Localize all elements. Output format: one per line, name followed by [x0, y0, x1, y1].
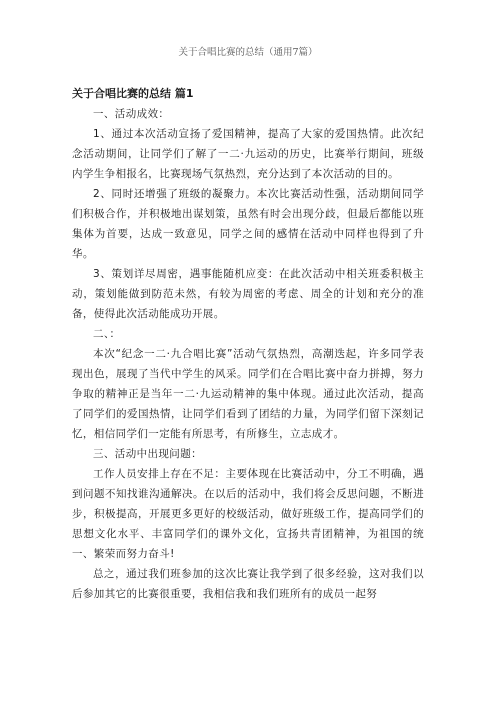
- paragraph-heading-two: 二、：: [93, 328, 121, 340]
- document-body: [72, 84, 424, 604]
- paragraph-heading-problems: 三、活动中出现问题：: [93, 448, 202, 460]
- document-title: 关于合唱比赛的总结（通用7篇）: [178, 47, 318, 58]
- paragraph-conclusion: 总之，通过我们班参加的这次比赛让我学到了很多经验，这对我们以后参加其它的比赛很重要，我相信我和我们班所有的成员一起努: [72, 568, 424, 600]
- paragraph-problems: 工作人员安排上存在不足：主要体现在比赛活动中，分工不明确，遇到问题不知找谁沟通解决。在以后的活动中，我们将会反思问题，不断进步，积极提高，开展更多更好的校级活动，做好班级工作，提高同学们的思想文化水平、丰富同学们的课外文化，宣扬共青团精神，为祖国的统一、繁荣而努力奋斗!: [72, 468, 424, 560]
- paragraph-summary: 本次“纪念一二·九合唱比赛”活动气氛热烈，高潮迭起，许多同学表现出色，展现了当代中学生的风采。同学们在合唱比赛中奋力拼搏，努力争取的精神正是当年一二·九运动精神的集中体现。通过此次活动，提高了同学们的爱国热情，让同学们看到了团结的力量，为同学们留下深刻记忆，相信同学们一定能有所思考，有所修生，立志成才。: [72, 348, 424, 440]
- paragraph-outcome-2: 2、同时还增强了班级的凝聚力。本次比赛活动性强，活动期间同学们积极合作，并积极地出谋划策，虽然有时会出现分歧，但最后都能以班集体为首要，达成一致意见，同学之间的感情在活动中同样也得到了升华。: [72, 188, 424, 260]
- section-heading: 关于合唱比赛的总结 篇1: [72, 87, 194, 100]
- paragraph-heading-outcomes: 一、活动成效：: [93, 108, 170, 120]
- paragraph-outcome-1: 1、通过本次活动宣扬了爱国精神，提高了大家的爱国热情。此次纪念活动期间，让同学们了解了一二·九运动的历史，比赛举行期间，班级内学生争相报名，比赛现场气氛热烈，充分达到了本次活动的目的。: [72, 128, 424, 180]
- paragraph-outcome-3: 3、策划详尽周密，遇事能随机应变：在此次活动中相关班委积极主动，策划能做到防范未然，有较为周密的考虑、周全的计划和充分的准备，使得此次活动能成功开展。: [72, 268, 424, 320]
